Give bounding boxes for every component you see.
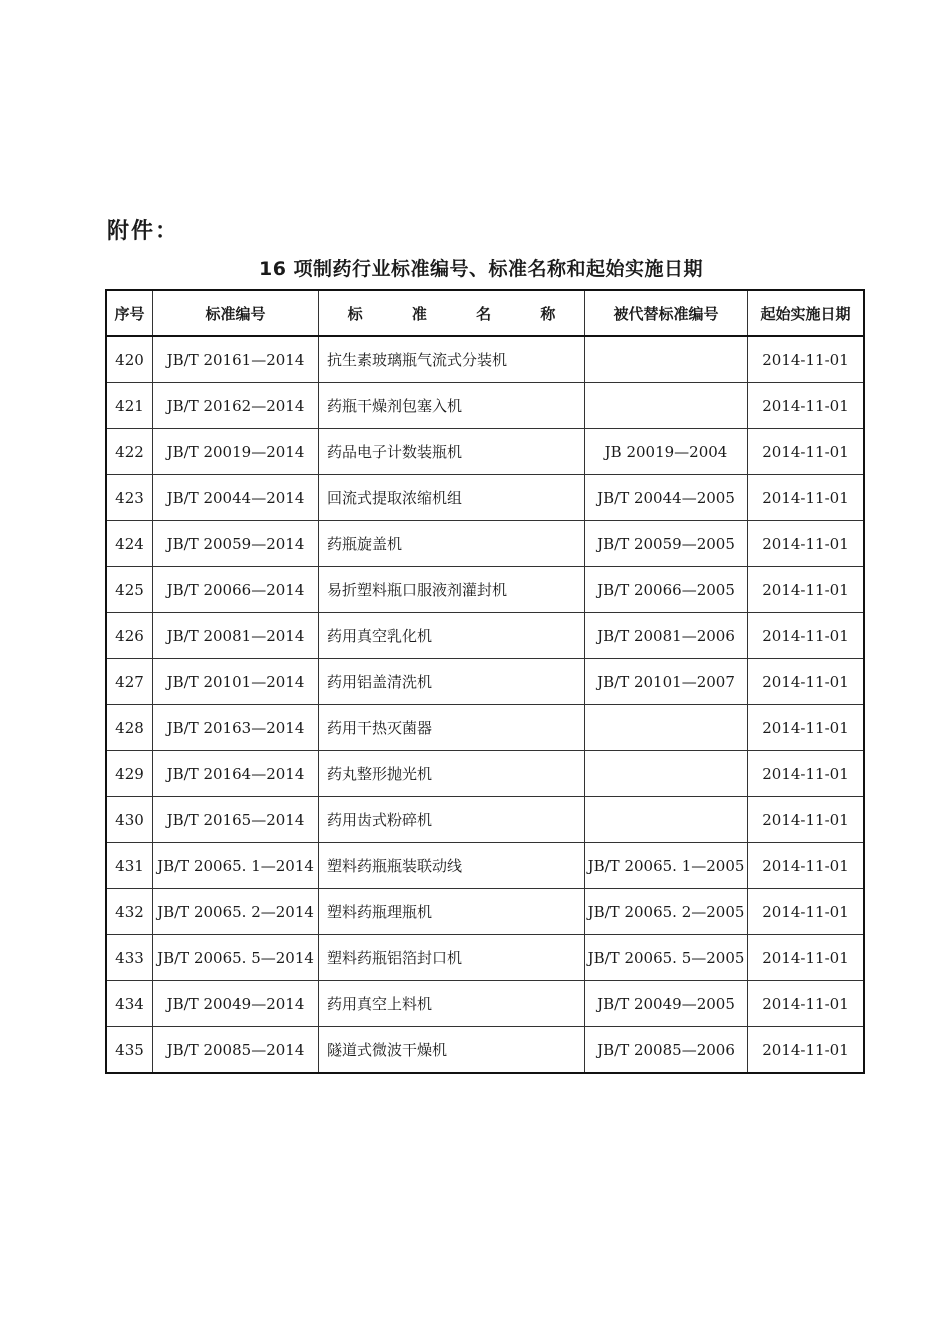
cell-name: 塑料药瓶理瓶机 — [319, 889, 585, 935]
table-row — [106, 521, 864, 567]
cell-date: 2014-11-01 — [748, 336, 865, 383]
cell-date: 2014-11-01 — [748, 567, 865, 613]
table-row — [106, 336, 864, 383]
cell-seq: 435 — [106, 1027, 153, 1074]
cell-date: 2014-11-01 — [748, 429, 865, 475]
cell-name: 塑料药瓶铝箔封口机 — [319, 935, 585, 981]
cell-date: 2014-11-01 — [748, 1027, 865, 1074]
table-row — [106, 475, 864, 521]
cell-seq: 432 — [106, 889, 153, 935]
cell-code: JB/T 20019—2014 — [153, 429, 319, 475]
cell-date: 2014-11-01 — [748, 751, 865, 797]
table-row — [106, 429, 864, 475]
cell-name: 药瓶干燥剂包塞入机 — [319, 383, 585, 429]
cell-code: JB/T 20065. 2—2014 — [153, 889, 319, 935]
cell-seq: 427 — [106, 659, 153, 705]
table-body — [106, 336, 864, 1073]
cell-replaced: JB/T 20065. 1—2005 — [585, 843, 748, 889]
cell-date: 2014-11-01 — [748, 705, 865, 751]
cell-code: JB/T 20066—2014 — [153, 567, 319, 613]
header-row — [106, 290, 864, 336]
cell-replaced: JB/T 20044—2005 — [585, 475, 748, 521]
document-title: 16 项制药行业标准编号、标准名称和起始实施日期 — [258, 258, 704, 280]
cell-code: JB/T 20065. 1—2014 — [153, 843, 319, 889]
table-row — [106, 797, 864, 843]
cell-replaced: JB/T 20065. 5—2005 — [585, 935, 748, 981]
table-row — [106, 889, 864, 935]
header-date: 起始实施日期 — [748, 290, 865, 336]
cell-seq: 421 — [106, 383, 153, 429]
cell-code: JB/T 20161—2014 — [153, 336, 319, 383]
cell-name: 药用干热灭菌器 — [319, 705, 585, 751]
cell-name: 药用铝盖清洗机 — [319, 659, 585, 705]
cell-seq: 424 — [106, 521, 153, 567]
header-name-text: 标 准 名 称 — [347, 304, 578, 323]
cell-replaced — [585, 336, 748, 383]
cell-replaced: JB/T 20065. 2—2005 — [585, 889, 748, 935]
cell-name: 抗生素玻璃瓶气流式分装机 — [319, 336, 585, 383]
cell-date: 2014-11-01 — [748, 383, 865, 429]
cell-seq: 422 — [106, 429, 153, 475]
cell-seq: 426 — [106, 613, 153, 659]
cell-code: JB/T 20164—2014 — [153, 751, 319, 797]
cell-date: 2014-11-01 — [748, 475, 865, 521]
cell-replaced: JB/T 20085—2006 — [585, 1027, 748, 1074]
cell-name: 回流式提取浓缩机组 — [319, 475, 585, 521]
cell-replaced — [585, 751, 748, 797]
header-code: 标准编号 — [153, 290, 319, 336]
table-row — [106, 935, 864, 981]
table-row — [106, 843, 864, 889]
table-row — [106, 705, 864, 751]
attachment-label: 附件： — [107, 219, 180, 244]
table-header — [106, 290, 864, 336]
standards-table — [105, 289, 865, 1074]
cell-code: JB/T 20065. 5—2014 — [153, 935, 319, 981]
cell-code: JB/T 20165—2014 — [153, 797, 319, 843]
cell-code: JB/T 20085—2014 — [153, 1027, 319, 1074]
cell-date: 2014-11-01 — [748, 981, 865, 1027]
cell-seq: 431 — [106, 843, 153, 889]
cell-code: JB/T 20081—2014 — [153, 613, 319, 659]
cell-seq: 420 — [106, 336, 153, 383]
cell-date: 2014-11-01 — [748, 613, 865, 659]
cell-name: 药用齿式粉碎机 — [319, 797, 585, 843]
header-replaced: 被代替标准编号 — [585, 290, 748, 336]
table-row — [106, 659, 864, 705]
cell-name: 药用真空上料机 — [319, 981, 585, 1027]
cell-name: 隧道式微波干燥机 — [319, 1027, 585, 1074]
table-row — [106, 613, 864, 659]
cell-name: 药瓶旋盖机 — [319, 521, 585, 567]
cell-date: 2014-11-01 — [748, 797, 865, 843]
table-row — [106, 751, 864, 797]
cell-code: JB/T 20163—2014 — [153, 705, 319, 751]
header-seq: 序号 — [106, 290, 153, 336]
cell-seq: 434 — [106, 981, 153, 1027]
header-name — [319, 290, 585, 336]
cell-name: 药品电子计数装瓶机 — [319, 429, 585, 475]
table-row — [106, 1027, 864, 1074]
cell-seq: 433 — [106, 935, 153, 981]
cell-replaced: JB 20019—2004 — [585, 429, 748, 475]
cell-name: 药用真空乳化机 — [319, 613, 585, 659]
cell-name: 易折塑料瓶口服液剂灌封机 — [319, 567, 585, 613]
table-row — [106, 981, 864, 1027]
cell-seq: 425 — [106, 567, 153, 613]
cell-date: 2014-11-01 — [748, 659, 865, 705]
cell-replaced — [585, 705, 748, 751]
cell-seq: 423 — [106, 475, 153, 521]
cell-replaced: JB/T 20059—2005 — [585, 521, 748, 567]
cell-replaced: JB/T 20081—2006 — [585, 613, 748, 659]
cell-date: 2014-11-01 — [748, 843, 865, 889]
cell-date: 2014-11-01 — [748, 521, 865, 567]
cell-seq: 428 — [106, 705, 153, 751]
cell-code: JB/T 20049—2014 — [153, 981, 319, 1027]
cell-replaced — [585, 383, 748, 429]
cell-code: JB/T 20101—2014 — [153, 659, 319, 705]
cell-date: 2014-11-01 — [748, 935, 865, 981]
table-row — [106, 383, 864, 429]
cell-date: 2014-11-01 — [748, 889, 865, 935]
cell-seq: 429 — [106, 751, 153, 797]
cell-code: JB/T 20059—2014 — [153, 521, 319, 567]
cell-replaced: JB/T 20066—2005 — [585, 567, 748, 613]
cell-code: JB/T 20044—2014 — [153, 475, 319, 521]
cell-seq: 430 — [106, 797, 153, 843]
cell-code: JB/T 20162—2014 — [153, 383, 319, 429]
cell-replaced — [585, 797, 748, 843]
cell-replaced: JB/T 20049—2005 — [585, 981, 748, 1027]
cell-replaced: JB/T 20101—2007 — [585, 659, 748, 705]
cell-name: 药丸整形抛光机 — [319, 751, 585, 797]
table-row — [106, 567, 864, 613]
cell-name: 塑料药瓶瓶装联动线 — [319, 843, 585, 889]
